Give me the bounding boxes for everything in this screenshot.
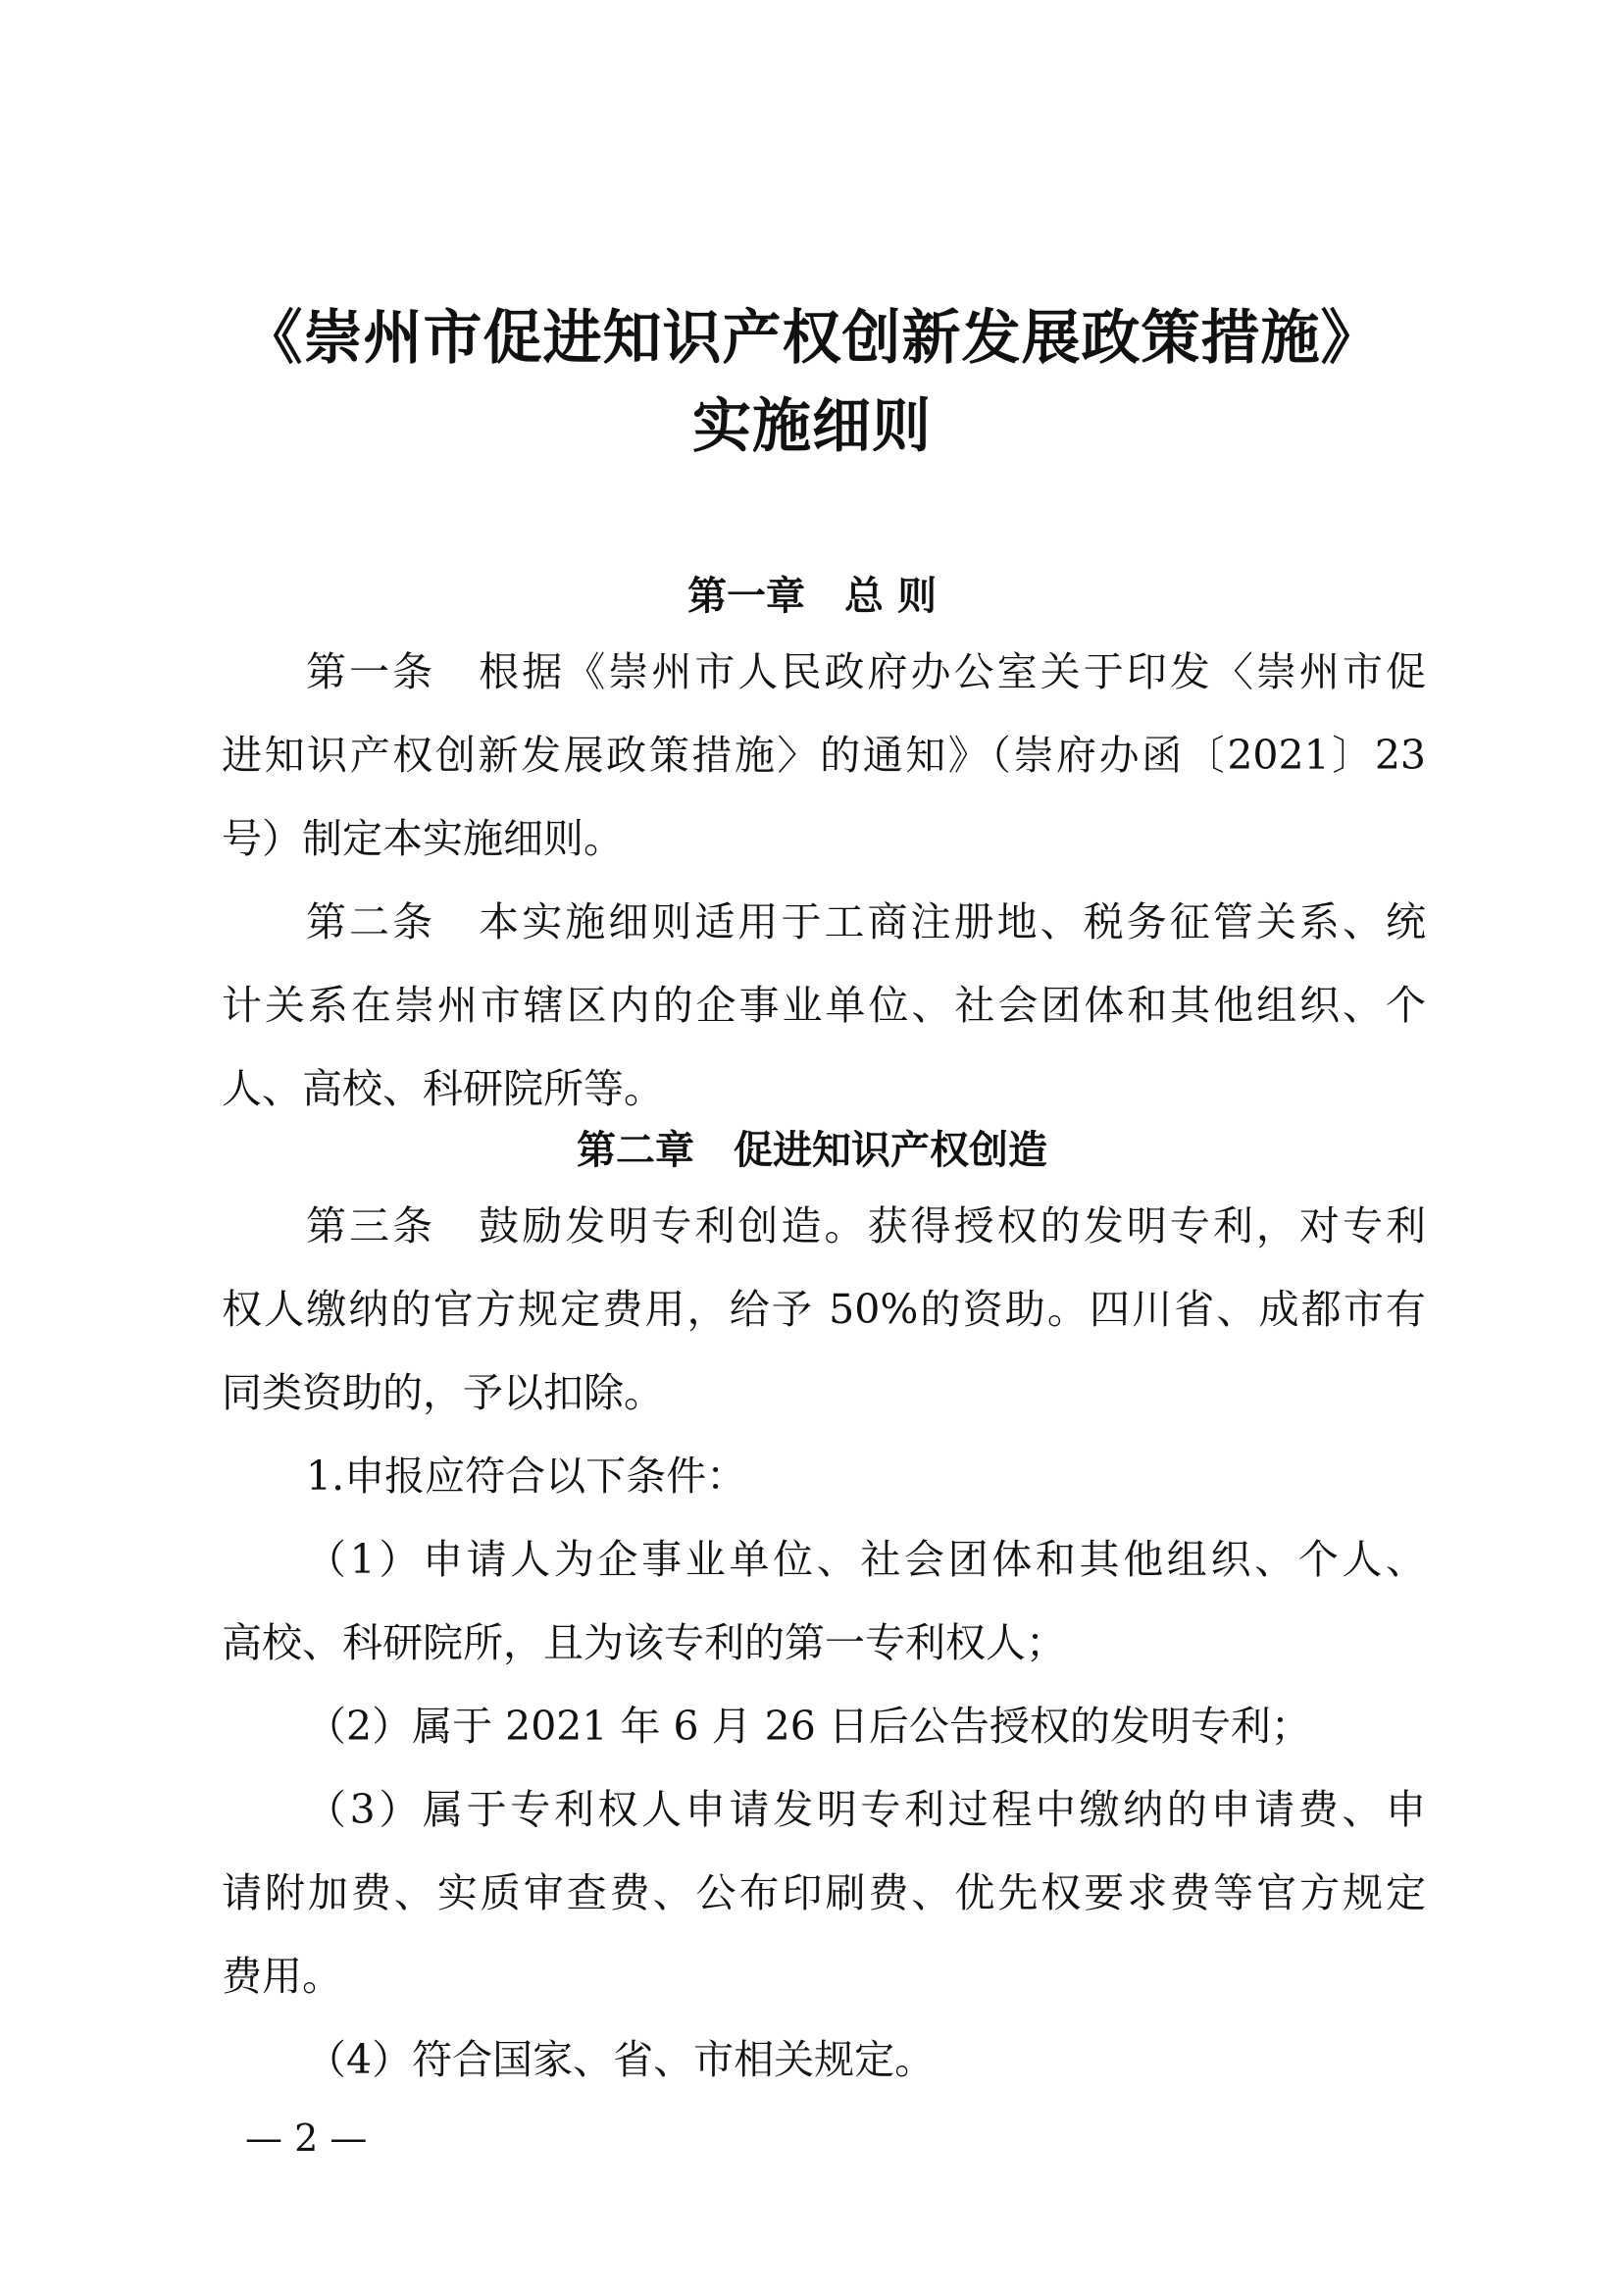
document-title-line-2: 实施细则 xyxy=(692,392,932,461)
article-2-line-2: 计关系在崇州市辖区内的企事业单位、社会团体和其他组织、个 xyxy=(222,982,1426,1029)
condition-2: （2）属于 2021 年 6 月 26 日后公告授权的发明专利； xyxy=(306,1703,1311,1750)
conditions-intro: 1.申报应符合以下条件： xyxy=(306,1453,747,1500)
article-1-line-2: 进知识产权创新发展政策措施〉的通知》（崇府办函〔2021〕23 xyxy=(222,732,1426,779)
condition-3-line-3: 费用。 xyxy=(222,1953,342,2000)
condition-3-line-2: 请附加费、实质审查费、公布印刷费、优先权要求费等官方规定 xyxy=(222,1869,1426,1916)
chapter-1-heading: 第一章 总 则 xyxy=(687,574,937,619)
document-title-line-1: 《崇州市促进知识产权创新发展政策措施》 xyxy=(243,304,1381,373)
article-1-line-3: 号）制定本实施细则。 xyxy=(222,815,624,862)
article-1-line-1: 第一条 根据《崇州市人民政府办公室关于印发〈崇州市促 xyxy=(306,648,1426,695)
article-2-line-3: 人、高校、科研院所等。 xyxy=(222,1065,664,1112)
article-3-line-3: 同类资助的，予以扣除。 xyxy=(222,1369,664,1416)
article-2-line-1: 第二条 本实施细则适用于工商注册地、税务征管关系、统 xyxy=(306,898,1426,945)
chapter-2-heading: 第二章 促进知识产权创造 xyxy=(577,1128,1047,1173)
condition-1-line-1: （1）申请人为企事业单位、社会团体和其他组织、个人、 xyxy=(306,1536,1426,1583)
condition-1-line-2: 高校、科研院所，且为该专利的第一专利权人； xyxy=(222,1619,1066,1666)
page-number: — 2 — xyxy=(245,2116,368,2160)
article-3-line-1: 第三条 鼓励发明专利创造。获得授权的发明专利，对专利 xyxy=(306,1202,1426,1249)
condition-4: （4）符合国家、省、市相关规定。 xyxy=(306,2036,936,2083)
article-3-line-2: 权人缴纳的官方规定费用，给予 50%的资助。四川省、成都市有 xyxy=(222,1286,1426,1333)
condition-3-line-1: （3）属于专利权人申请发明专利过程中缴纳的申请费、申 xyxy=(306,1786,1426,1833)
